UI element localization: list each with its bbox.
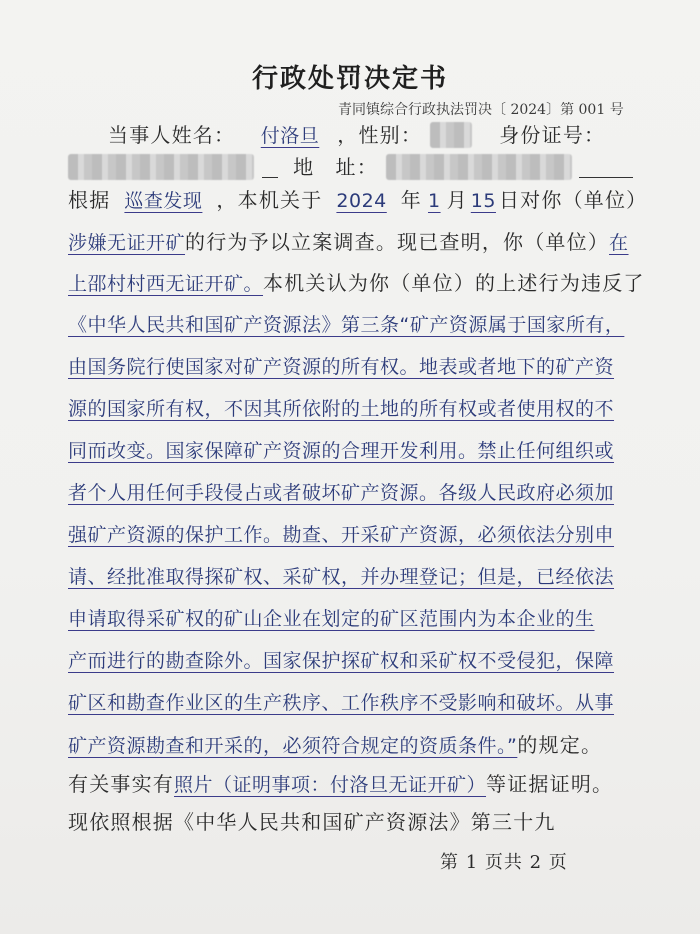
name-label: 当事人姓名： [108,123,236,147]
address-underline [579,155,633,178]
law-text-line: 者个人用任何手段侵占或者破坏矿产资源。各级人民政府必须加 [68,482,615,504]
redacted-gender [430,122,472,148]
date-month: 1 [427,190,441,212]
basis-suffix: 日对你（单位） [498,188,648,212]
law-text-line: 申请取得采矿权的矿山企业在划定的矿区范围内为本企业的生 [68,608,595,630]
redacted-address [386,154,572,180]
gender-label: ，性别： [337,123,423,147]
law-end-suffix: 的规定。 [517,733,603,757]
name-value: 付洛旦 [260,125,320,147]
redacted-id-number [68,154,254,180]
basis-line [68,186,668,215]
address-label: 地 址： [293,155,378,179]
law-end-handwritten: 矿产资源勘查和开采的，必须符合规定的资质条件。” [68,735,518,757]
document-title: 行政处罚决定书 [251,64,448,94]
evidence-suffix: 等证据证明。 [486,772,614,796]
date-day: 15 [470,190,496,212]
evidence-value: 照片（证明事项：付洛旦无证开矿） [174,774,487,796]
law-text-line: 同而改变。国家保障矿产资源的合理开发利用。禁止任何组织或 [68,440,615,462]
page-footer: 第 1 页共 2 页 [440,852,568,873]
evidence-line [68,770,668,799]
document-number: 青同镇综合行政执法罚决〔 2024〕第 001 号 [338,102,624,118]
basis-prefix: 根据 [68,188,111,212]
id-underline [262,155,278,178]
party-line [108,121,700,150]
id-label: 身份证号： [499,123,606,147]
date-year: 2024 [336,190,387,212]
finding-line [68,269,668,298]
year-unit: 年 [400,188,422,212]
law-text-line: 矿区和勘查作业区的生产秩序、工作秩序不受影响和破坏。从事 [68,692,615,714]
act-description: 涉嫌无证开矿 [68,232,186,254]
law-text-line: 由国务院行使国家对矿产资源的所有权。地表或者地下的矿产资 [68,356,615,378]
basis-source: 巡查发现 [124,190,203,212]
penalty-basis-line: 现依照根据《中华人民共和国矿产资源法》第三十九 [68,810,556,834]
address-line [68,153,668,181]
act-suffix: 的行为予以立案调查。现已查明，你（单位） [185,230,610,254]
act-tail: 在 [609,232,629,254]
basis-mid: ，本机关于 [216,188,323,212]
law-end-line [68,731,668,760]
law-text-line: 《中华人民共和国矿产资源法》第三条“矿产资源属于国家所有， [68,314,625,336]
law-text-line: 源的国家所有权，不因其所依附的土地的所有权或者使用权的不 [68,398,615,420]
evidence-prefix: 有关事实有 [68,772,174,796]
finding-rest: 本机关认为你（单位）的上述行为违反了 [263,271,645,295]
law-text-line: 强矿产资源的保护工作。勘查、开采矿产资源，必须依法分别申 [68,524,615,546]
finding-handwritten: 上邵村村西无证开矿。 [68,273,264,295]
act-line [68,228,668,257]
law-text-line: 产而进行的勘查除外。国家保护探矿权和采矿权不受侵犯，保障 [68,650,615,672]
law-text-line: 请、经批准取得探矿权、采矿权，并办理登记；但是，已经依法 [68,566,615,588]
month-unit: 月 [446,188,468,212]
